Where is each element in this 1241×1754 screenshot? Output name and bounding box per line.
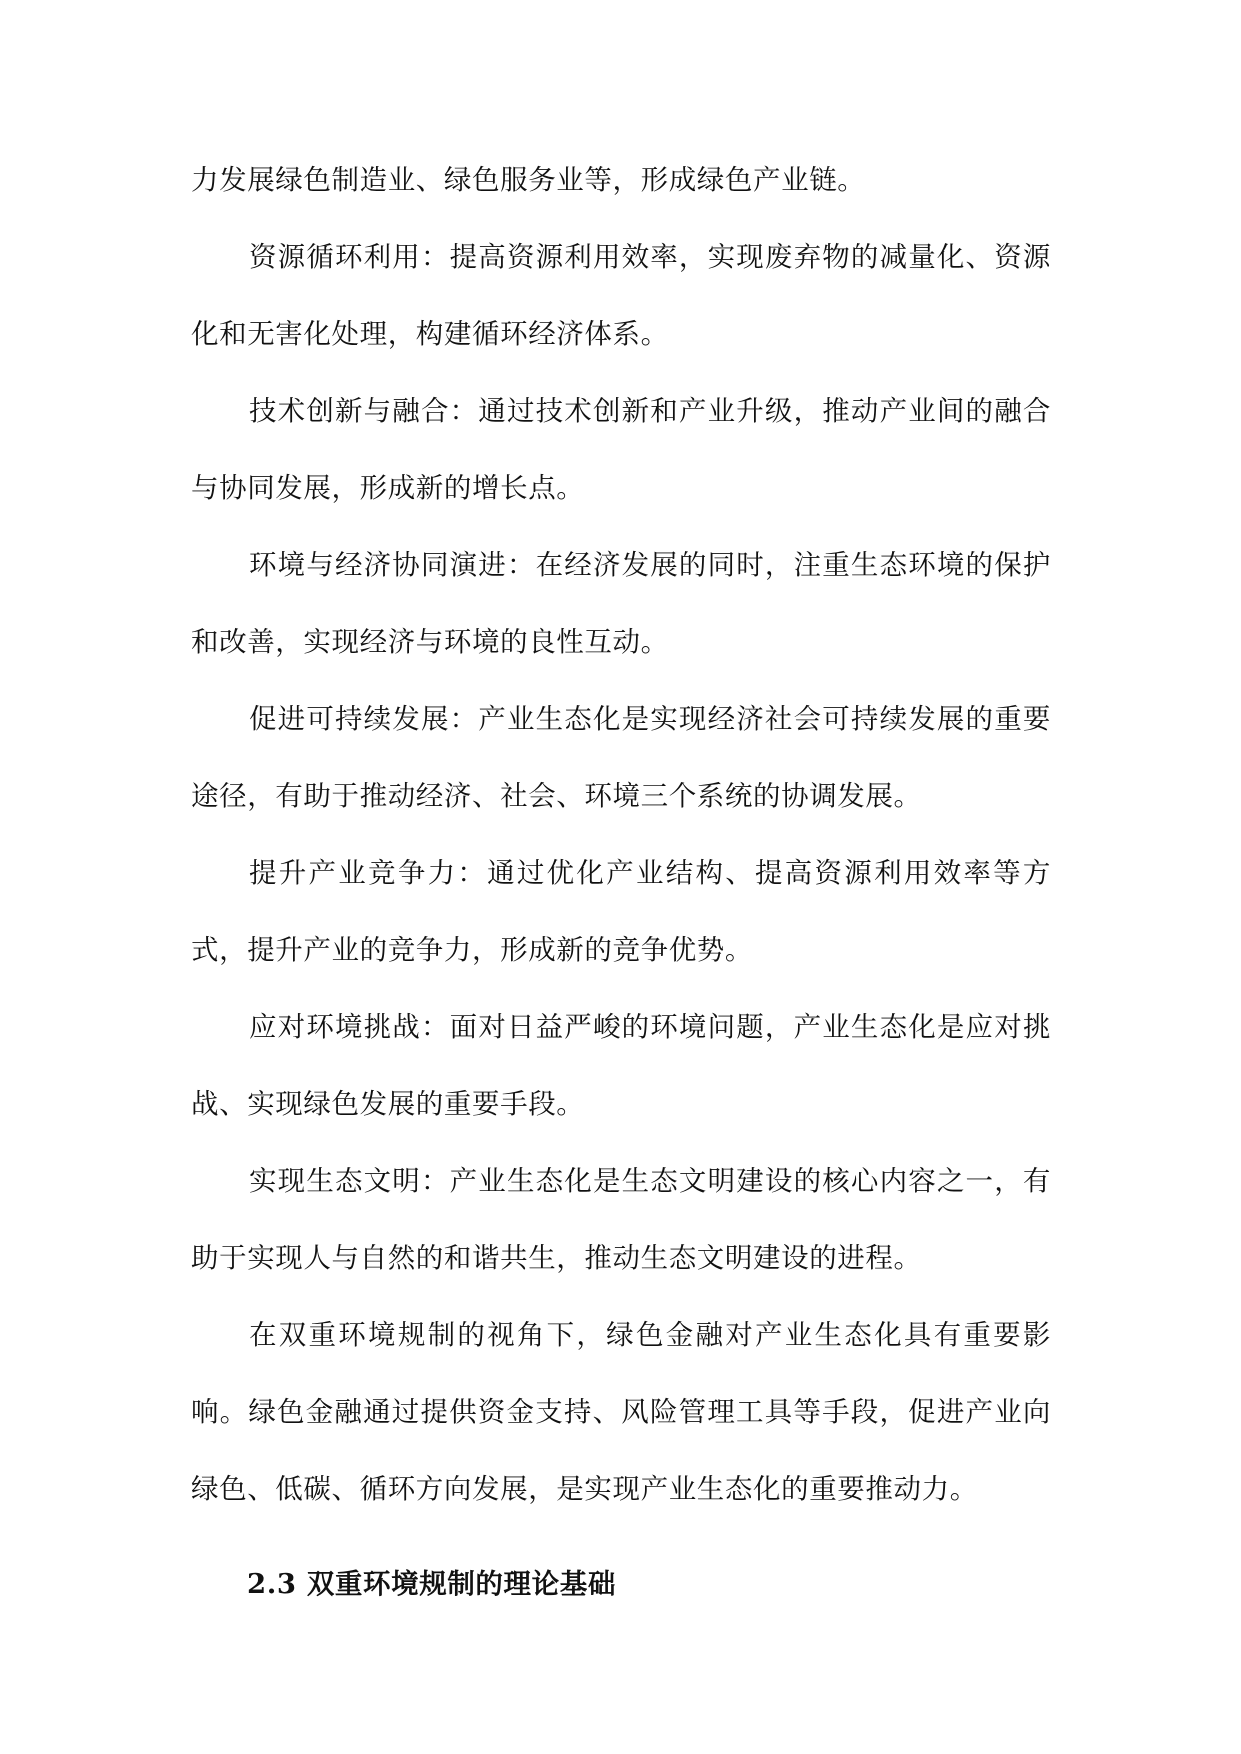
paragraph-env-economy: 环境与经济协同演进：在经济发展的同时，注重生态环境的保护和改善，实现经济与环境的良性互动。 [191,549,1051,658]
document-body [191,142,1051,1604]
paragraph-ecological-civilization: 实现生态文明：产业生态化是生态文明建设的核心内容之一，有助于实现人与自然的和谐共生，推动生态文明建设的进程。 [191,1165,1051,1274]
paragraph-env-challenges: 应对环境挑战：面对日益严峻的环境问题，产业生态化是应对挑战、实现绿色发展的重要手段。 [191,1011,1051,1120]
paragraph-green-finance: 在双重环境规制的视角下，绿色金融对产业生态化具有重要影响。绿色金融通过提供资金支持、风险管理工具等手段，促进产业向绿色、低碳、循环方向发展，是实现产业生态化的重要推动力。 [191,1319,1051,1505]
paragraph-sustainable-development: 促进可持续发展：产业生态化是实现经济社会可持续发展的重要途径，有助于推动经济、社会、环境三个系统的协调发展。 [191,703,1051,812]
paragraph-tech-innovation: 技术创新与融合：通过技术创新和产业升级，推动产业间的融合与协同发展，形成新的增长点。 [191,395,1051,504]
paragraph-continuation: 力发展绿色制造业、绿色服务业等，形成绿色产业链。 [191,164,866,196]
paragraph-resource-recycling: 资源循环利用：提高资源利用效率，实现废弃物的减量化、资源化和无害化处理，构建循环经济体系。 [191,241,1051,350]
paragraph-competitiveness: 提升产业竞争力：通过优化产业结构、提高资源利用效率等方式，提升产业的竞争力，形成新的竞争优势。 [191,857,1051,966]
section-heading: 2.3 双重环境规制的理论基础 [247,1568,616,1600]
